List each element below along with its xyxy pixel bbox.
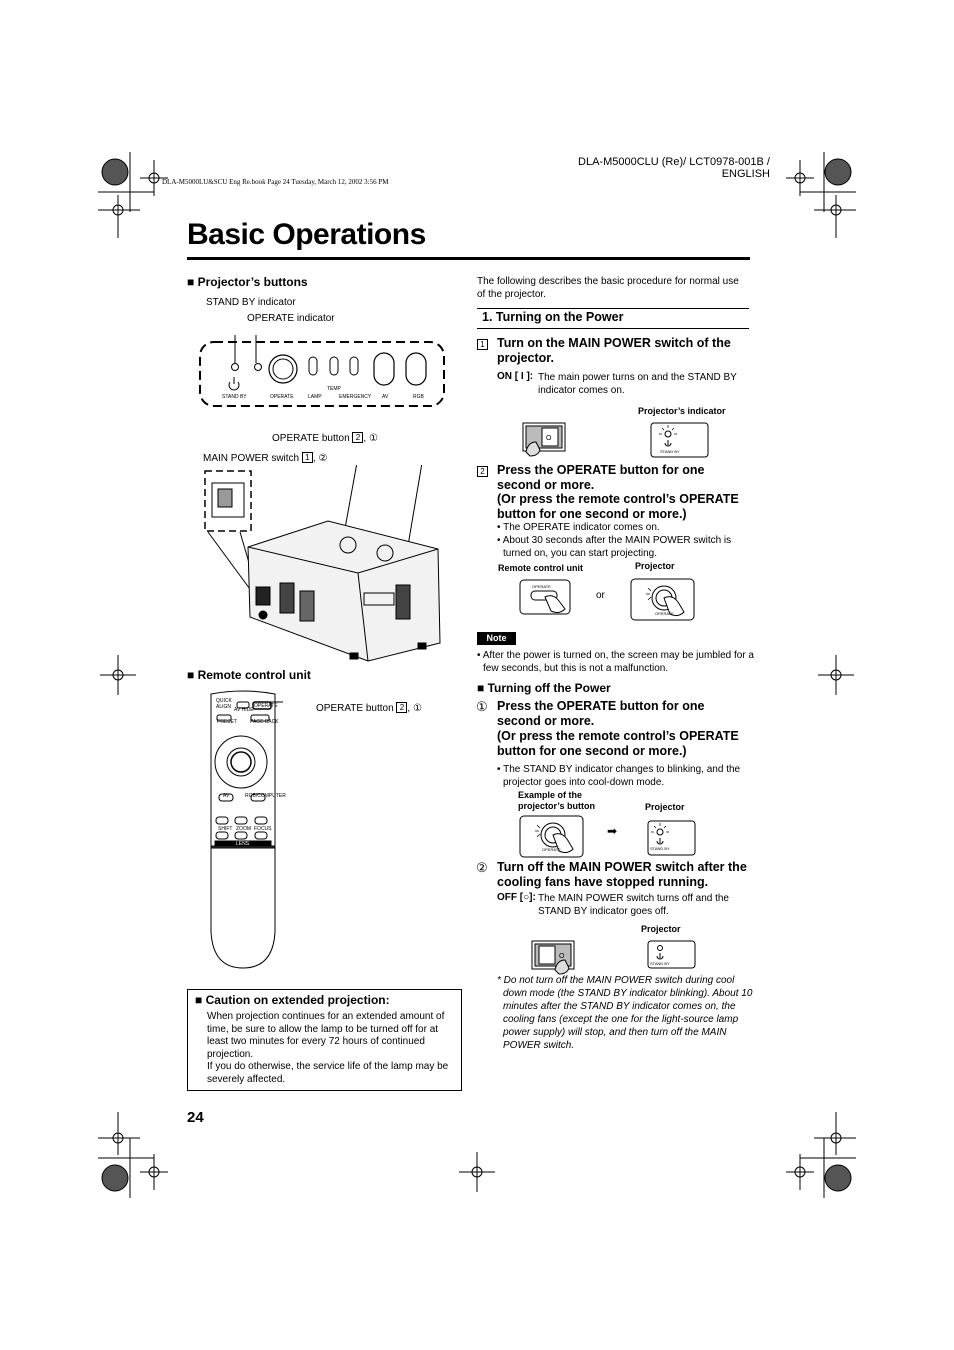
- book-info: DLA-M5000LU&SCU Eng Re.book Page 24 Tuesday, March 12, 2002 3:56 PM: [162, 178, 389, 186]
- page-number: 24: [187, 1109, 204, 1126]
- standby-small-2: STAND BY: [650, 846, 670, 851]
- panel-emergency-label: EMERGENCY: [339, 394, 372, 400]
- page-title: Basic Operations: [187, 218, 426, 251]
- step-2-bullet-2: • About 30 seconds after the MAIN POWER switch is turned on, you can start projecting.: [497, 535, 732, 559]
- square-bullet-icon: ■: [195, 993, 203, 1007]
- section-heading-turning-on: 1. Turning on the Power: [482, 310, 624, 324]
- remote-control-illustration: [203, 690, 283, 975]
- intro-text: The following describes the basic procedure for normal use of the projector.: [477, 276, 739, 300]
- remote-unit-label: Remote control unit: [498, 563, 583, 573]
- remote-control-heading: ■ Remote control unit: [187, 668, 311, 682]
- remote-operate-label: OPERATE: [254, 703, 278, 709]
- footnote: * Do not turn off the MAIN POWER switch during cool down mode (the STAND BY indicator blinking). About 10 minutes after the STAND BY indicator comes on, the cooling fans (except the one for the light-source lamp power supply) will stop, and then turn off the MAIN POWER switch.: [497, 975, 753, 1051]
- step-2-icon: 2: [396, 702, 407, 713]
- model-code: DLA-M5000CLU (Re)/ LCT0978-001B / ENGLISH: [578, 156, 770, 180]
- step-1-icon: 1: [302, 452, 313, 463]
- panel-av-label: AV: [382, 394, 389, 400]
- remote-operate-small: OPERATE: [532, 584, 551, 589]
- standby-indicator-on-illustration: [650, 422, 710, 458]
- step-2-icon: 2: [477, 466, 488, 477]
- square-bullet-icon: ■: [187, 668, 195, 682]
- off-step-2-heading: Turn off the MAIN POWER switch after the cooling fans have stopped running.: [497, 860, 747, 889]
- main-power-switch-label: MAIN POWER switch 1 , ②: [203, 453, 328, 464]
- panel-temp-label: TEMP: [327, 386, 341, 392]
- projector-label-1: Projector: [635, 561, 675, 571]
- remote-shift: SHIFT: [218, 826, 233, 832]
- remote-zoom: ZOOM: [236, 826, 251, 832]
- turning-off-heading: ■ Turning off the Power: [477, 681, 611, 695]
- square-bullet-icon: ■: [187, 275, 195, 289]
- example-label: Example of the projector’s button: [518, 790, 595, 811]
- example-operate-small: OPERATE: [542, 847, 561, 852]
- panel-standby-label: STAND BY: [222, 394, 247, 400]
- step-2-icon: 2: [352, 432, 363, 443]
- remote-operate-button-label: OPERATE button 2 , ①: [316, 703, 422, 714]
- caution-paragraph-1: When projection continues for an extended amount of time, be sure to allow the lamp to be turned off for at least two minutes for every 72 hours of continued projection.: [207, 1011, 445, 1060]
- operate-indicator-label: OPERATE indicator: [247, 313, 335, 324]
- step-2-bullet-1: • The OPERATE indicator comes on.: [497, 522, 660, 533]
- off-step-2-off-label: OFF [○]:: [497, 892, 536, 903]
- svg-text:O: O: [546, 435, 552, 442]
- off-step-2-off-text: The MAIN POWER switch turns off and the STAND BY indicator goes off.: [538, 893, 729, 917]
- step-1-icon: 1: [477, 339, 488, 350]
- projector-buttons-heading: ■ Projector’s buttons: [187, 275, 308, 289]
- main-power-switch-off-illustration: [531, 940, 577, 976]
- standby-indicator-label: STAND BY indicator: [206, 297, 296, 308]
- section-rule-bottom: [477, 328, 749, 329]
- arrow-right-icon: ➡: [607, 824, 618, 838]
- caution-heading: ■ Caution on extended projection:: [195, 993, 390, 1007]
- remote-quick-align: QUICK ALIGN: [216, 698, 232, 710]
- example-operate-button-illustration: [519, 815, 585, 859]
- projector-indicator-label: Projector’s indicator: [638, 406, 726, 416]
- projector-operate-small-1: OPERATE: [655, 611, 674, 616]
- panel-lamp-label: LAMP: [308, 394, 322, 400]
- standby-small-3: STAND BY: [650, 961, 670, 966]
- off-step-1-bullet: • The STAND BY indicator changes to blinking, and the projector goes into cool-down mode.: [497, 764, 741, 788]
- square-bullet-icon: ■: [477, 681, 485, 695]
- circled-1-icon: ①: [368, 433, 378, 444]
- caution-paragraph-2: If you do otherwise, the service life of the lamp may be severely affected.: [207, 1061, 449, 1085]
- projector-label-3: Projector: [641, 924, 681, 934]
- circled-2-icon: ②: [318, 453, 328, 464]
- projector-illustration: [200, 465, 460, 665]
- remote-rgb-computer: RGB/COMPUTER: [245, 793, 286, 799]
- note-text: • After the power is turned on, the screen may be jumbled for a few seconds, but this is not a malfunction.: [477, 650, 754, 674]
- circled-2-icon: ②: [476, 860, 488, 875]
- step-2-heading-remote: (Or press the remote control’s OPERATE button for one second or more.): [497, 492, 739, 521]
- circled-1-icon: ①: [412, 703, 422, 714]
- note-badge: Note: [477, 632, 516, 645]
- section-rule-top: [477, 308, 749, 309]
- panel-operate-label: OPERATE: [270, 394, 294, 400]
- step-1-on-label: ON [ I ]:: [497, 371, 534, 382]
- remote-lens: LENS: [236, 841, 250, 847]
- caution-box: [187, 989, 462, 1091]
- projector-label-2: Projector: [645, 802, 685, 812]
- step-1-on-text: The main power turns on and the STAND BY indicator comes on.: [538, 372, 737, 396]
- main-power-switch-on-illustration: [522, 422, 568, 458]
- off-symbol-icon: ○: [523, 892, 530, 903]
- remote-preset: PRESET: [217, 719, 238, 725]
- remote-av-hide: AV HIDE: [234, 707, 254, 713]
- off-step-1-heading: Press the OPERATE button for one second or more.: [497, 699, 705, 728]
- title-rule: [187, 257, 750, 260]
- remote-av: AV: [223, 793, 230, 799]
- off-step-1-heading-remote: (Or press the remote control’s OPERATE button for one second or more.): [497, 729, 739, 758]
- svg-text:O: O: [559, 953, 565, 960]
- panel-rgb-label: RGB: [413, 394, 424, 400]
- or-text: or: [596, 590, 605, 601]
- step-1-heading: Turn on the MAIN POWER switch of the projector.: [497, 336, 731, 365]
- operate-button-label: OPERATE button 2 , ①: [272, 433, 378, 444]
- remote-focus: FOCUS: [254, 826, 272, 832]
- circled-1-icon: ①: [476, 699, 488, 714]
- standby-small-1: STAND BY: [660, 449, 680, 454]
- step-2-heading: Press the OPERATE button for one second or more.: [497, 463, 705, 492]
- remote-page-back: PAGE BACK: [250, 719, 279, 725]
